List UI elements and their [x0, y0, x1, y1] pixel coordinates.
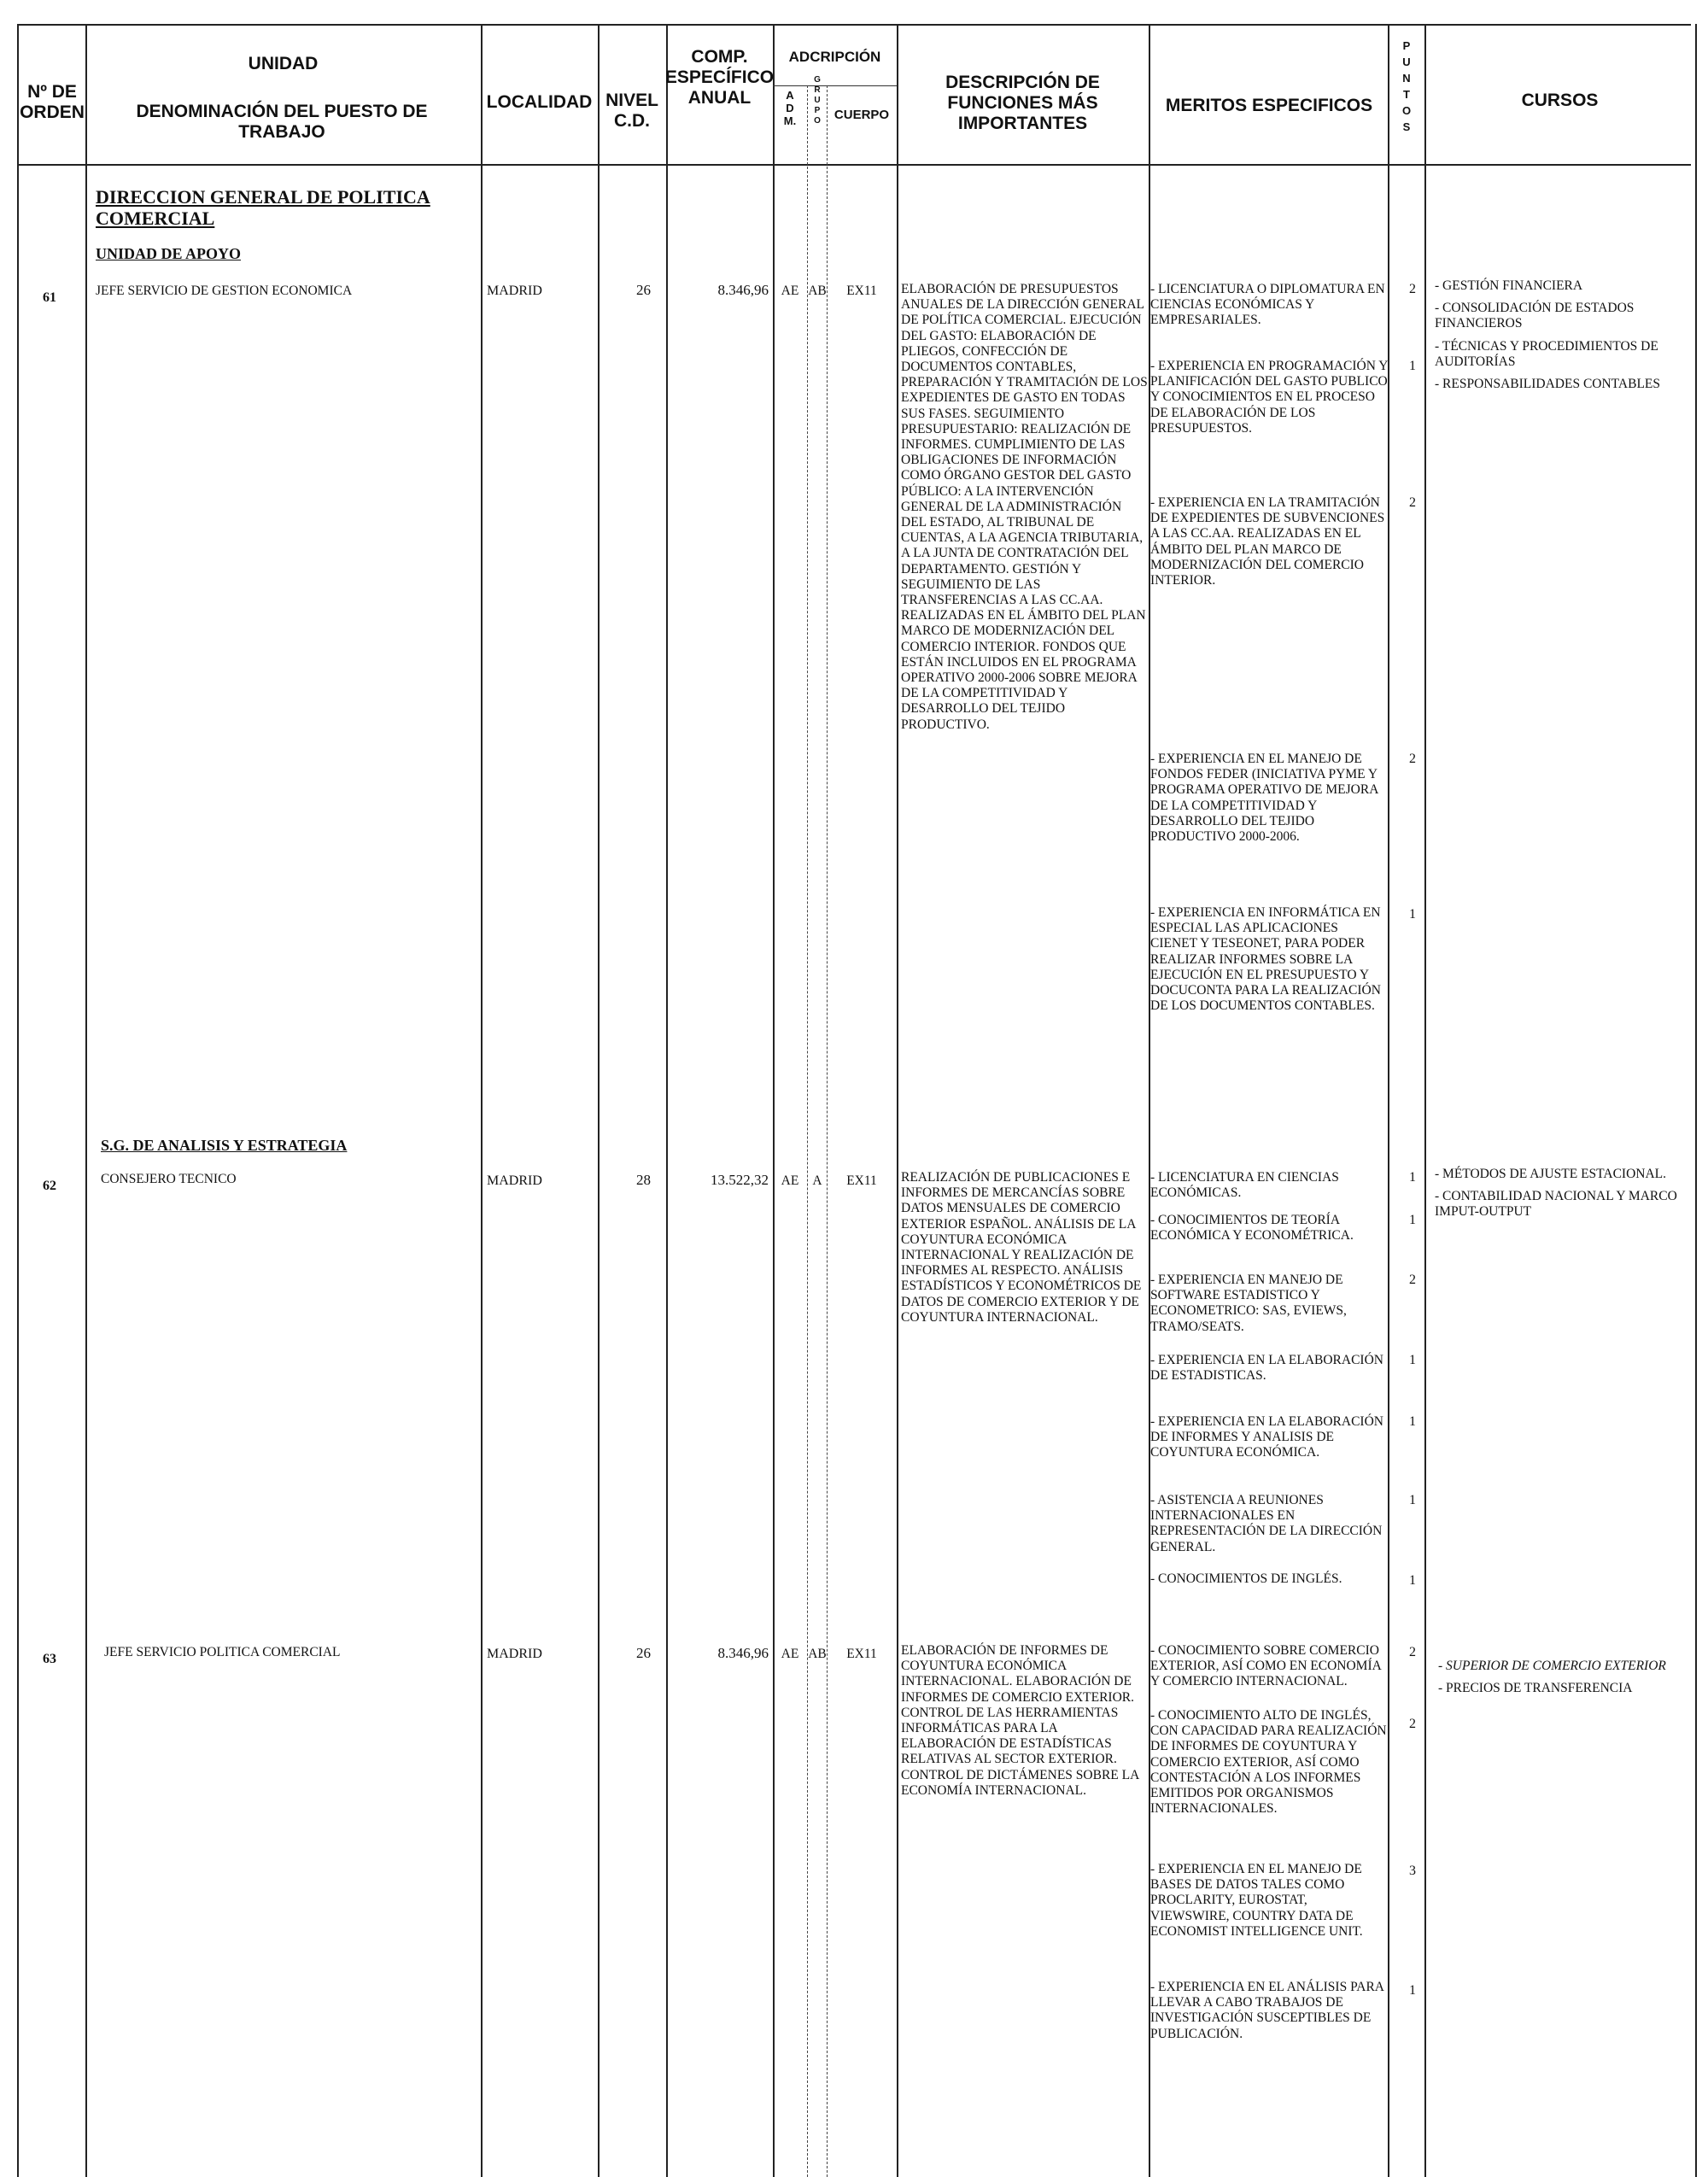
table-top-rule	[17, 24, 1691, 26]
row-descripcion: REALIZACIÓN DE PUBLICACIONES E INFORMES DE MERCANCÍAS SOBRE DATOS MENSUALES DE COMERCIO EXTERIOR ESPAÑOL. ANÁLISIS DE LA COYUNTURA ECONÓMICA INTERNACIONAL Y REALIZACIÓN DE INFORMES AL RESPECTO. ANÁLISIS ESTADÍSTICOS Y ECONOMÉTRICOS DE DATOS DE COMERCIO EXTERIOR Y DE COYUNTURA INTERNACIONAL.	[901, 1170, 1142, 1325]
merit-item: - EXPERIENCIA EN EL ANÁLISIS PARA LLEVAR A CABO TRABAJOS DE INVESTIGACIÓN SUSCEPTIBLES DE PUBLICACIÓN.	[1150, 1980, 1384, 2041]
row-meritos	[1150, 752, 1388, 845]
merit-item: - EXPERIENCIA EN EL MANEJO DE FONDOS FEDER (INICIATIVA PYME Y PROGRAMA OPERATIVO DE MEJORA DE LA COMPETITIVIDAD Y DESARROLLO DEL TEJIDO PRODUCTIVO 2000-2006.	[1150, 752, 1378, 845]
merit-item: - CONOCIMIENTO ALTO DE INGLÉS, CON CAPACIDAD PARA REALIZACIÓN DE INFORMES DE COYUNTURA Y COMERCIO EXTERIOR, ASÍ COMO CONTESTACIÓN A LOS INFORMES EMITIDOS POR ORGANISMOS INTERNACIONALES.	[1150, 1708, 1387, 1817]
col-rule	[85, 24, 87, 2177]
merit-item: - CONOCIMIENTO SOBRE COMERCIO EXTERIOR, ASÍ COMO EN ECONOMÍA Y COMERCIO INTERNACIONAL.	[1150, 1643, 1381, 1689]
merit-item: - EXPERIENCIA EN INFORMÁTICA EN ESPECIAL LAS APLICACIONES CIENET Y TESEONET, PARA PODER REALIZAR INFORMES SOBRE LA EJECUCIÓN EN EL PRESUPUESTO Y DOCUCONTA PARA LA REALIZACIÓN DE LOS DOCUMENTOS CONTABLES.	[1150, 905, 1381, 1014]
col-rule	[481, 24, 483, 2177]
row-orden: 63	[43, 1652, 56, 1666]
section-title-line2: COMERCIAL	[96, 208, 215, 229]
merit-points: 1	[1409, 907, 1416, 922]
row-orden: 61	[43, 290, 56, 305]
merit-points: 2	[1409, 1645, 1416, 1659]
row-meritos	[1150, 1493, 1388, 1555]
header-cursos: CURSOS	[1521, 91, 1599, 110]
merit-item: - CONOCIMIENTOS DE TEORÍA ECONÓMICA Y ECONOMÉTRICA.	[1150, 1213, 1354, 1244]
col-rule	[1149, 24, 1150, 2177]
header-bottom-rule	[17, 164, 1691, 166]
row-puesto: JEFE SERVICIO POLITICA COMERCIAL	[104, 1645, 341, 1659]
merit-points: 2	[1409, 495, 1416, 510]
row-meritos	[1150, 495, 1388, 588]
row-nivel: 28	[636, 1172, 651, 1188]
header-grupo: G R U P O	[814, 75, 821, 126]
row-meritos	[1150, 1273, 1388, 1335]
header-nivel: NIVEL C.D.	[605, 91, 658, 131]
course-item: - TÉCNICAS Y PROCEDIMIENTOS DE AUDITORÍAS	[1435, 338, 1658, 369]
row-nivel: 26	[636, 1645, 651, 1661]
merit-points: 3	[1409, 1864, 1416, 1878]
row-meritos	[1150, 1571, 1388, 1587]
header-puntos: P U N T O S	[1401, 39, 1412, 133]
row-descripcion: ELABORACIÓN DE INFORMES DE COYUNTURA ECONÓMICA INTERNACIONAL. ELABORACIÓN DE INFORMES DE COMERCIO EXTERIOR. CONTROL DE LAS HERRAMIENTAS INFORMÁTICAS PARA LA ELABORACIÓN DE ESTADÍSTICAS RELATIVAS AL SECTOR EXTERIOR. CONTROL DE DICTÁMENES SOBRE LA ECONOMÍA INTERNACIONAL.	[901, 1643, 1139, 1798]
course-item: - SUPERIOR DE COMERCIO EXTERIOR	[1438, 1659, 1666, 1673]
header-orden: Nº DE ORDEN	[20, 82, 85, 122]
row-meritos	[1150, 282, 1388, 329]
row-complemento: 8.346,96	[717, 282, 769, 298]
course-item: - GESTIÓN FINANCIERA	[1435, 278, 1583, 293]
row-adm: AE	[781, 1173, 799, 1188]
row-meritos	[1150, 1643, 1388, 1690]
row-localidad: MADRID	[487, 1173, 542, 1188]
merit-points: 1	[1409, 1573, 1416, 1588]
row-puesto: JEFE SERVICIO DE GESTION ECONOMICA	[96, 284, 353, 298]
row-meritos	[1150, 1414, 1388, 1461]
header-adscripcion: ADCRIPCIÓN	[788, 49, 881, 65]
row-cursos	[1435, 278, 1691, 399]
merit-points: 1	[1409, 1170, 1416, 1185]
row-meritos	[1150, 905, 1388, 1014]
row-meritos	[1150, 359, 1388, 436]
merit-points: 1	[1409, 1414, 1416, 1429]
course-item: - CONSOLIDACIÓN DE ESTADOS FINANCIEROS	[1435, 301, 1635, 331]
row-cursos	[1438, 1659, 1694, 1703]
merit-item: - ASISTENCIA A REUNIONES INTERNACIONALES EN REPRESENTACIÓN DE LA DIRECCIÓN GENERAL.	[1150, 1493, 1383, 1554]
row-meritos	[1150, 1980, 1388, 2042]
merit-points: 2	[1409, 1717, 1416, 1731]
merit-item: - LICENCIATURA EN CIENCIAS ECONÓMICAS.	[1150, 1170, 1339, 1201]
header-cuerpo: CUERPO	[834, 108, 890, 122]
col-rule	[807, 85, 808, 2177]
col-rule	[827, 85, 828, 2177]
col-rule	[666, 24, 668, 2177]
row-cuerpo: EX11	[846, 1173, 877, 1188]
row-descripcion: ELABORACIÓN DE PRESUPUESTOS ANUALES DE LA DIRECCIÓN GENERAL DE POLÍTICA COMERCIAL. EJECUCIÓN DEL GASTO: ELABORACIÓN DE PLIEGOS, CONFECCIÓN DE DOCUMENTOS CONTABLES, PREPARACIÓN Y TRAMITACIÓN DE LOS EXPEDIENTES DE GASTO EN TODAS SUS FASES. SEGUIMIENTO PRESUPUESTARIO: REALIZACIÓN DE INFORMES. CUMPLIMIENTO DE LAS OBLIGACIONES DE INFORMACIÓN COMO ÓRGANO GESTOR DEL GASTO PÚBLICO: A LA INTERVENCIÓN GENERAL DE LA ADMINISTRACIÓN DEL ESTADO, AL TRIBUNAL DE CUENTAS, A LA AGENCIA TRIBUTARIA, A LA JUNTA DE CONTRATACIÓN DEL DEPARTAMENTO. GESTIÓN Y SEGUIMIENTO DE LAS TRANSFERENCIAS A LAS CC.AA. REALIZADAS EN EL ÁMBITO DEL PLAN MARCO DE MODERNIZACIÓN DEL COMERCIO INTERIOR. FONDOS QUE ESTÁN INCLUIDOS EN EL PROGRAMA OPERATIVO 2000-2006 SOBRE MEJORA DE LA COMPETITIVIDAD Y DESARROLLO DEL TEJIDO PRODUCTIVO.	[901, 282, 1148, 732]
row-nivel: 26	[636, 282, 651, 298]
merit-points: 1	[1409, 1983, 1416, 1998]
merit-item: - EXPERIENCIA EN EL MANEJO DE BASES DE DATOS TALES COMO PROCLARITY, EUROSTAT, VIEWSWIRE, COUNTRY DATA DE ECONOMIST INTELLIGENCE UNIT.	[1150, 1862, 1363, 1939]
merit-points: 1	[1409, 1213, 1416, 1227]
merit-points: 2	[1409, 752, 1416, 766]
header-descripcion: DESCRIPCIÓN DE FUNCIONES MÁS IMPORTANTES	[945, 73, 1100, 133]
row-grupo: AB	[808, 1647, 827, 1661]
section-title	[96, 186, 430, 229]
row-meritos	[1150, 1862, 1388, 1940]
course-item: - PRECIOS DE TRANSFERENCIA	[1438, 1681, 1633, 1696]
header-complemento: COMP. ESPECÍFICO ANUAL	[664, 47, 775, 108]
col-rule	[897, 24, 898, 2177]
merit-points: 1	[1409, 359, 1416, 373]
row-cuerpo: EX11	[846, 284, 877, 298]
row-meritos	[1150, 1170, 1388, 1201]
merit-item: - EXPERIENCIA EN LA TRAMITACIÓN DE EXPEDIENTES DE SUBVENCIONES A LAS CC.AA. REALIZADAS EN EL ÁMBITO DEL PLAN MARCO DE MODERNIZACIÓN DEL COMERCIO INTERIOR.	[1150, 495, 1385, 588]
unit-heading-analisis: S.G. DE ANALISIS Y ESTRATEGIA	[101, 1137, 348, 1154]
row-orden: 62	[43, 1179, 56, 1193]
header-adm: A D M.	[783, 89, 797, 127]
row-localidad: MADRID	[487, 1647, 542, 1661]
row-cuerpo: EX11	[846, 1647, 877, 1661]
row-adm: AE	[781, 1647, 799, 1661]
col-rule	[17, 24, 19, 2177]
course-item: - RESPONSABILIDADES CONTABLES	[1435, 377, 1660, 392]
row-complemento: 13.522,32	[711, 1172, 769, 1188]
col-rule	[1695, 24, 1697, 2177]
merit-item: - CONOCIMIENTOS DE INGLÉS.	[1150, 1571, 1342, 1586]
row-adm: AE	[781, 284, 799, 298]
row-complemento: 8.346,96	[717, 1645, 769, 1661]
row-localidad: MADRID	[487, 284, 542, 298]
col-rule	[598, 24, 600, 2177]
row-puesto: CONSEJERO TECNICO	[101, 1172, 237, 1186]
row-meritos	[1150, 1708, 1388, 1817]
merit-item: - EXPERIENCIA EN LA ELABORACIÓN DE INFORMES Y ANALISIS DE COYUNTURA ECONÓMICA.	[1150, 1414, 1383, 1460]
merit-item: - EXPERIENCIA EN LA ELABORACIÓN DE ESTADISTICAS.	[1150, 1353, 1383, 1384]
header-unidad: UNIDAD	[248, 54, 319, 73]
col-rule	[773, 24, 775, 2177]
merit-points: 1	[1409, 1353, 1416, 1367]
course-item: - CONTABILIDAD NACIONAL Y MARCO IMPUT-OUTPUT	[1435, 1189, 1677, 1220]
merit-item: - LICENCIATURA O DIPLOMATURA EN CIENCIAS ECONÓMICAS Y EMPRESARIALES.	[1150, 282, 1385, 328]
merit-points: 2	[1409, 282, 1416, 296]
row-meritos	[1150, 1353, 1388, 1384]
merit-points: 2	[1409, 1273, 1416, 1287]
course-item: - MÉTODOS DE AJUSTE ESTACIONAL.	[1435, 1167, 1667, 1181]
row-grupo: A	[812, 1173, 822, 1188]
section-title-line1: DIRECCION GENERAL DE POLITICA	[96, 186, 430, 208]
header-localidad: LOCALIDAD	[486, 92, 593, 112]
merit-points: 1	[1409, 1493, 1416, 1507]
unit-heading-apoyo: UNIDAD DE APOYO	[96, 245, 242, 262]
col-rule	[1388, 24, 1389, 2177]
merit-item: - EXPERIENCIA EN MANEJO DE SOFTWARE ESTADISTICO Y ECONOMETRICO: SAS, EVIEWS, TRAMO/SEATS.	[1150, 1273, 1347, 1334]
adscripcion-subrule	[773, 85, 897, 86]
row-cursos	[1435, 1167, 1691, 1227]
col-rule	[1424, 24, 1426, 2177]
row-meritos	[1150, 1213, 1388, 1244]
merit-item: - EXPERIENCIA EN PROGRAMACIÓN Y PLANIFICACIÓN DEL GASTO PUBLICO Y CONOCIMIENTOS EN EL PROCESO DE ELABORACIÓN DE LOS PRESUPUESTOS.	[1150, 359, 1388, 436]
header-meritos: MERITOS ESPECIFICOS	[1165, 96, 1373, 115]
row-grupo: AB	[808, 284, 827, 298]
header-denominacion: DENOMINACIÓN DEL PUESTO DE TRABAJO	[136, 102, 428, 142]
